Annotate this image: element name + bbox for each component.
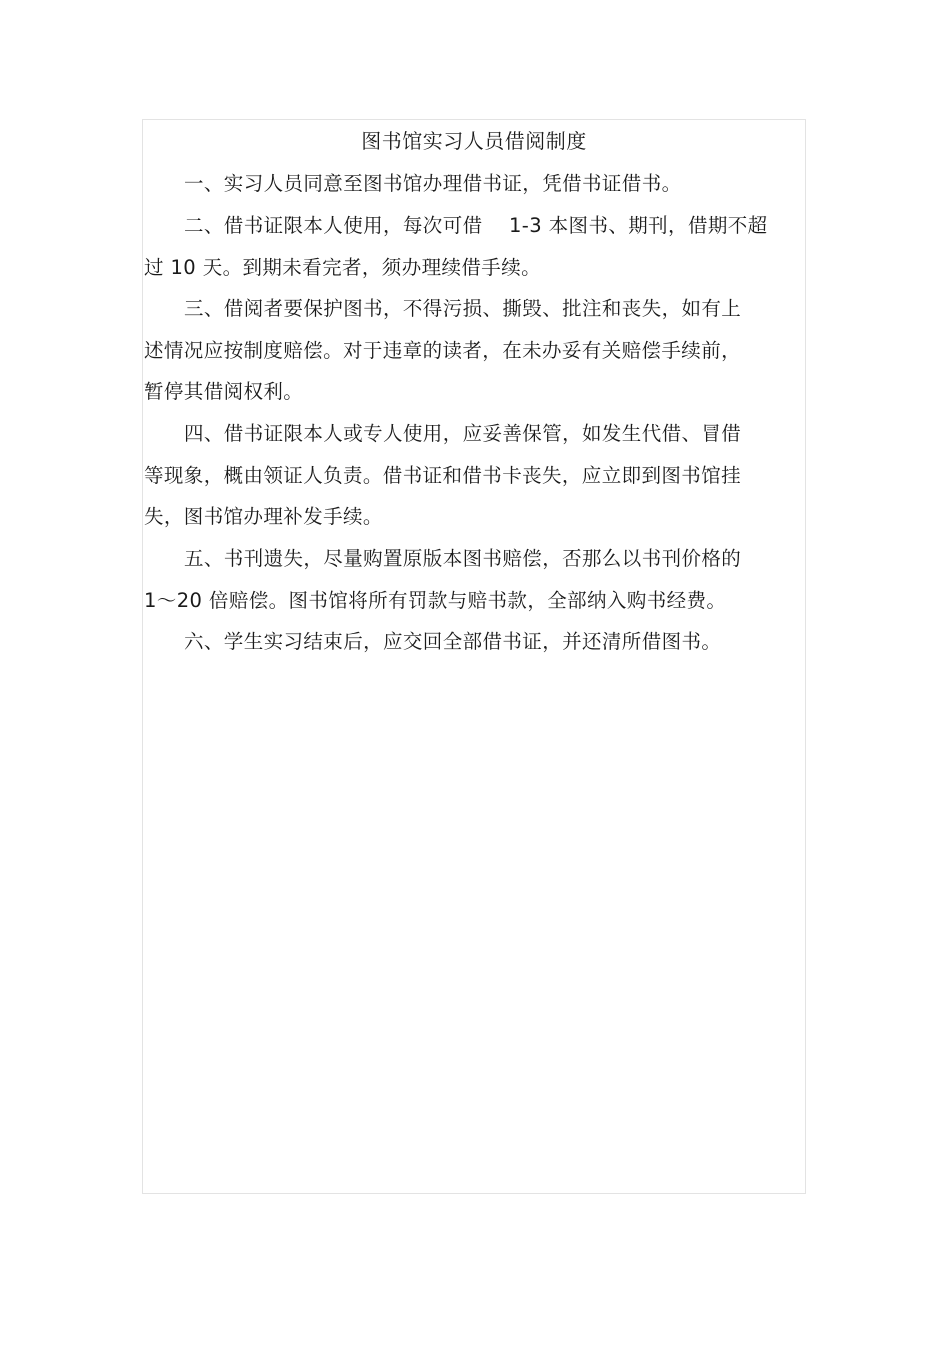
rule-4-line-1: 四、借书证限本人或专人使用，应妥善保管，如发生代借、冒借: [184, 422, 742, 445]
rule-4-line-3: 失，图书馆办理补发手续。: [144, 505, 383, 528]
document-title: 图书馆实习人员借阅制度: [361, 129, 587, 153]
rule-3-line-1: 三、借阅者要保护图书，不得污损、撕毁、批注和丧失，如有上: [184, 297, 742, 320]
rule-5-line-2: 1～20 倍赔偿。图书馆将所有罚款与赔书款，全部纳入购书经费。: [144, 589, 727, 612]
rule-5-line-1: 五、书刊遗失，尽量购置原版本图书赔偿，否那么以书刊价格的: [184, 547, 742, 570]
rule-6-line-1: 六、学生实习结束后，应交回全部借书证，并还清所借图书。: [184, 630, 722, 653]
rule-2-line-2: 过 10 天。到期未看完者，须办理续借手续。: [144, 256, 542, 279]
rule-3-line-3: 暂停其借阅权利。: [144, 380, 304, 403]
rule-3-line-2: 述情况应按制度赔偿。对于违章的读者，在未办妥有关赔偿手续前，: [144, 339, 742, 362]
rule-4-line-2: 等现象，概由领证人负责。借书证和借书卡丧失，应立即到图书馆挂: [144, 464, 742, 487]
rule-2-line-1: 二、借书证限本人使用，每次可借 1-3 本图书、期刊，借期不超: [184, 214, 768, 237]
rule-1-line-1: 一、实习人员同意至图书馆办理借书证，凭借书证借书。: [184, 172, 682, 195]
